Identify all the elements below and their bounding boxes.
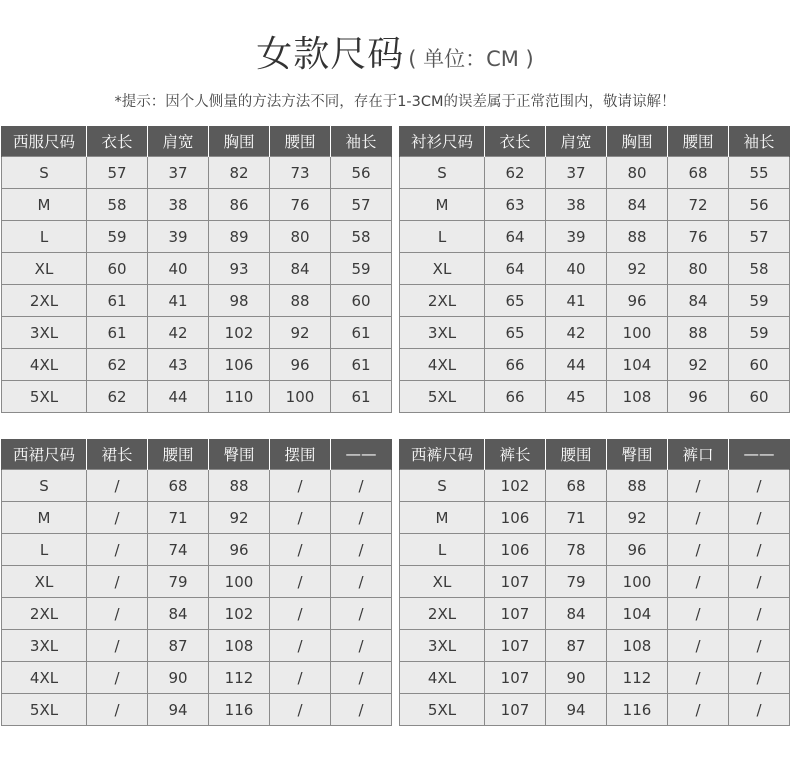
measurement-cell: 59	[87, 221, 148, 253]
measurement-cell: /	[270, 502, 331, 534]
measurement-cell: /	[331, 534, 392, 566]
table-row	[400, 534, 790, 566]
measurement-cell: 90	[148, 662, 209, 694]
measurement-cell: 92	[607, 502, 668, 534]
measurement-cell: 63	[485, 189, 546, 221]
measurement-cell: 45	[546, 381, 607, 413]
measurement-cell: 40	[546, 253, 607, 285]
measurement-cell: 92	[668, 349, 729, 381]
table-row	[400, 502, 790, 534]
measurement-cell: 79	[546, 566, 607, 598]
measurement-cell: 112	[607, 662, 668, 694]
measurement-cell: 65	[485, 285, 546, 317]
measurement-cell: 60	[87, 253, 148, 285]
measurement-cell: 96	[209, 534, 270, 566]
measurement-cell: 96	[607, 534, 668, 566]
measurement-cell: 93	[209, 253, 270, 285]
measurement-cell: 38	[546, 189, 607, 221]
measurement-cell: 107	[485, 566, 546, 598]
measurement-cell: 107	[485, 694, 546, 726]
table-row	[400, 157, 790, 189]
measurement-cell: 107	[485, 598, 546, 630]
measurement-cell: 58	[729, 253, 790, 285]
size-cell: 2XL	[2, 285, 87, 317]
size-cell: 2XL	[400, 598, 485, 630]
size-cell: S	[2, 470, 87, 502]
measurement-cell: 79	[148, 566, 209, 598]
measurement-cell: 86	[209, 189, 270, 221]
measurement-cell: 116	[607, 694, 668, 726]
size-cell: 5XL	[400, 381, 485, 413]
measurement-cell: 84	[148, 598, 209, 630]
size-cell: 3XL	[400, 630, 485, 662]
measurement-cell: 87	[546, 630, 607, 662]
measurement-column-header: 衣长	[485, 126, 546, 157]
measurement-cell: /	[729, 534, 790, 566]
table-row	[400, 694, 790, 726]
size-cell: XL	[400, 566, 485, 598]
measurement-cell: /	[331, 630, 392, 662]
measurement-cell: 92	[209, 502, 270, 534]
measurement-cell: 80	[668, 253, 729, 285]
measurement-cell: 84	[270, 253, 331, 285]
measurement-cell: 62	[485, 157, 546, 189]
measurement-cell: 68	[546, 470, 607, 502]
measurement-column-header: 腰围	[148, 439, 209, 470]
table-row	[2, 349, 392, 381]
table-row	[400, 662, 790, 694]
measurement-cell: 100	[209, 566, 270, 598]
measurement-column-header: 腰围	[668, 126, 729, 157]
table-row	[400, 221, 790, 253]
measurement-column-header: 臀围	[209, 439, 270, 470]
table-row	[2, 157, 392, 189]
measurement-cell: /	[331, 694, 392, 726]
table-row	[400, 253, 790, 285]
measurement-cell: /	[668, 534, 729, 566]
measurement-cell: 102	[209, 598, 270, 630]
measurement-cell: 88	[607, 221, 668, 253]
page-title	[0, 26, 790, 77]
measurement-cell: 62	[87, 381, 148, 413]
table-row	[2, 534, 392, 566]
measurement-column-header: 袖长	[729, 126, 790, 157]
size-cell: 5XL	[2, 694, 87, 726]
measurement-cell: 71	[546, 502, 607, 534]
measurement-cell: /	[270, 470, 331, 502]
measurement-cell: 108	[607, 381, 668, 413]
measurement-cell: 40	[148, 253, 209, 285]
measurement-cell: /	[270, 534, 331, 566]
table-row	[400, 189, 790, 221]
measurement-cell: 108	[607, 630, 668, 662]
measurement-cell: 80	[270, 221, 331, 253]
measurement-cell: 39	[148, 221, 209, 253]
measurement-cell: 90	[546, 662, 607, 694]
measurement-cell: 92	[607, 253, 668, 285]
size-column-header: 西裤尺码	[400, 439, 485, 470]
measurement-cell: 96	[668, 381, 729, 413]
measurement-cell: 102	[209, 317, 270, 349]
measurement-cell: 61	[331, 381, 392, 413]
measurement-cell: /	[331, 662, 392, 694]
measurement-cell: 106	[485, 502, 546, 534]
measurement-column-header: ——	[331, 439, 392, 470]
measurement-column-header: 腰围	[546, 439, 607, 470]
measurement-cell: 76	[270, 189, 331, 221]
measurement-cell: 100	[607, 566, 668, 598]
measurement-cell: 78	[546, 534, 607, 566]
measurement-cell: 41	[148, 285, 209, 317]
measurement-cell: 43	[148, 349, 209, 381]
table-row	[2, 253, 392, 285]
measurement-cell: /	[87, 694, 148, 726]
measurement-cell: 66	[485, 349, 546, 381]
table-row	[400, 285, 790, 317]
measurement-column-header: 胸围	[607, 126, 668, 157]
size-column-header: 西裙尺码	[2, 439, 87, 470]
size-cell: 4XL	[2, 349, 87, 381]
size-cell: S	[400, 157, 485, 189]
shirt-size-table	[399, 126, 790, 413]
measurement-cell: 89	[209, 221, 270, 253]
measurement-cell: 42	[148, 317, 209, 349]
size-cell: L	[2, 534, 87, 566]
measurement-cell: 57	[87, 157, 148, 189]
measurement-cell: 84	[607, 189, 668, 221]
measurement-cell: /	[270, 598, 331, 630]
measurement-cell: 112	[209, 662, 270, 694]
measurement-column-header: 袖长	[331, 126, 392, 157]
measurement-cell: 102	[485, 470, 546, 502]
table-header-row	[400, 439, 790, 470]
measurement-cell: /	[87, 566, 148, 598]
table-row	[400, 349, 790, 381]
measurement-notice: *提示：因个人侧量的方法方法不同，存在于1-3CM的误差属于正常范围内，敬请谅解！	[114, 94, 676, 110]
size-cell: S	[2, 157, 87, 189]
measurement-cell: /	[668, 598, 729, 630]
table-row	[400, 598, 790, 630]
size-cell: 5XL	[2, 381, 87, 413]
table-row	[2, 502, 392, 534]
measurement-cell: /	[331, 470, 392, 502]
measurement-cell: 57	[729, 221, 790, 253]
measurement-cell: 38	[148, 189, 209, 221]
size-cell: L	[400, 221, 485, 253]
measurement-cell: 39	[546, 221, 607, 253]
measurement-cell: 73	[270, 157, 331, 189]
title-text: 女款尺码	[256, 34, 405, 75]
measurement-cell: 104	[607, 349, 668, 381]
measurement-cell: 106	[485, 534, 546, 566]
measurement-cell: 55	[729, 157, 790, 189]
measurement-cell: 37	[148, 157, 209, 189]
measurement-cell: /	[331, 598, 392, 630]
measurement-cell: /	[270, 566, 331, 598]
measurement-column-header: 腰围	[270, 126, 331, 157]
measurement-cell: 59	[729, 285, 790, 317]
size-cell: 4XL	[400, 662, 485, 694]
measurement-column-header: 肩宽	[546, 126, 607, 157]
measurement-cell: 65	[485, 317, 546, 349]
measurement-cell: 88	[209, 470, 270, 502]
measurement-cell: /	[668, 566, 729, 598]
measurement-column-header: 裙长	[87, 439, 148, 470]
table-row	[2, 694, 392, 726]
measurement-column-header: 摆围	[270, 439, 331, 470]
measurement-cell: /	[668, 630, 729, 662]
measurement-cell: 66	[485, 381, 546, 413]
measurement-cell: 68	[148, 470, 209, 502]
table-row	[400, 630, 790, 662]
table-row	[400, 381, 790, 413]
measurement-cell: /	[729, 662, 790, 694]
measurement-cell: 61	[331, 349, 392, 381]
measurement-cell: /	[87, 630, 148, 662]
measurement-cell: 80	[607, 157, 668, 189]
size-cell: 4XL	[400, 349, 485, 381]
measurement-cell: 56	[729, 189, 790, 221]
measurement-cell: /	[87, 598, 148, 630]
table-row	[2, 221, 392, 253]
measurement-column-header: 衣长	[87, 126, 148, 157]
measurement-cell: 100	[270, 381, 331, 413]
measurement-column-header: 肩宽	[148, 126, 209, 157]
measurement-cell: 37	[546, 157, 607, 189]
table-row	[2, 470, 392, 502]
table-header-row	[2, 439, 392, 470]
size-column-header: 衬衫尺码	[400, 126, 485, 157]
measurement-cell: 62	[87, 349, 148, 381]
measurement-cell: 61	[87, 317, 148, 349]
skirt-size-table	[1, 439, 392, 726]
table-row	[2, 381, 392, 413]
size-cell: S	[400, 470, 485, 502]
size-cell: 2XL	[2, 598, 87, 630]
measurement-cell: 44	[546, 349, 607, 381]
measurement-column-header: 裤口	[668, 439, 729, 470]
measurement-cell: 71	[148, 502, 209, 534]
measurement-cell: 96	[270, 349, 331, 381]
size-cell: 2XL	[400, 285, 485, 317]
measurement-cell: 106	[209, 349, 270, 381]
measurement-cell: /	[729, 566, 790, 598]
measurement-cell: /	[668, 470, 729, 502]
measurement-cell: 94	[546, 694, 607, 726]
size-cell: 5XL	[400, 694, 485, 726]
table-row	[2, 566, 392, 598]
measurement-cell: 76	[668, 221, 729, 253]
table-header-row	[400, 126, 790, 157]
measurement-cell: 58	[331, 221, 392, 253]
measurement-cell: 68	[668, 157, 729, 189]
measurement-cell: /	[270, 662, 331, 694]
measurement-cell: 84	[546, 598, 607, 630]
measurement-cell: 61	[331, 317, 392, 349]
measurement-cell: /	[668, 662, 729, 694]
blazer-size-table	[1, 126, 392, 413]
measurement-column-header: ——	[729, 439, 790, 470]
measurement-cell: 96	[607, 285, 668, 317]
size-cell: 3XL	[400, 317, 485, 349]
size-cell: M	[2, 189, 87, 221]
measurement-cell: /	[87, 662, 148, 694]
measurement-cell: /	[729, 630, 790, 662]
measurement-cell: /	[668, 502, 729, 534]
table-row	[2, 189, 392, 221]
measurement-column-header: 臀围	[607, 439, 668, 470]
measurement-cell: 98	[209, 285, 270, 317]
measurement-cell: /	[729, 470, 790, 502]
measurement-cell: 57	[331, 189, 392, 221]
table-row	[2, 662, 392, 694]
measurement-cell: 59	[331, 253, 392, 285]
measurement-cell: /	[87, 470, 148, 502]
measurement-cell: /	[729, 598, 790, 630]
table-row	[2, 598, 392, 630]
measurement-cell: 94	[148, 694, 209, 726]
table-row	[2, 317, 392, 349]
measurement-cell: 116	[209, 694, 270, 726]
measurement-cell: 42	[546, 317, 607, 349]
table-row	[400, 317, 790, 349]
measurement-cell: /	[331, 502, 392, 534]
measurement-cell: 72	[668, 189, 729, 221]
measurement-cell: 60	[729, 381, 790, 413]
measurement-cell: 87	[148, 630, 209, 662]
size-cell: M	[400, 502, 485, 534]
size-column-header: 西服尺码	[2, 126, 87, 157]
measurement-cell: 58	[87, 189, 148, 221]
measurement-cell: 61	[87, 285, 148, 317]
measurement-cell: 88	[668, 317, 729, 349]
measurement-cell: /	[270, 694, 331, 726]
measurement-cell: 44	[148, 381, 209, 413]
measurement-cell: 92	[270, 317, 331, 349]
table-row	[400, 470, 790, 502]
measurement-cell: /	[87, 534, 148, 566]
measurement-cell: /	[668, 694, 729, 726]
measurement-cell: 88	[270, 285, 331, 317]
size-cell: L	[2, 221, 87, 253]
size-cell: L	[400, 534, 485, 566]
measurement-cell: 60	[729, 349, 790, 381]
measurement-cell: 84	[668, 285, 729, 317]
measurement-cell: 41	[546, 285, 607, 317]
size-cell: 3XL	[2, 630, 87, 662]
size-cell: 4XL	[2, 662, 87, 694]
size-cell: M	[2, 502, 87, 534]
measurement-column-header: 胸围	[209, 126, 270, 157]
measurement-cell: 60	[331, 285, 392, 317]
size-cell: 3XL	[2, 317, 87, 349]
table-row	[400, 566, 790, 598]
measurement-cell: 104	[607, 598, 668, 630]
measurement-cell: 82	[209, 157, 270, 189]
measurement-cell: /	[87, 502, 148, 534]
measurement-cell: 64	[485, 221, 546, 253]
measurement-cell: 108	[209, 630, 270, 662]
table-row	[2, 630, 392, 662]
measurement-cell: 107	[485, 630, 546, 662]
table-row	[2, 285, 392, 317]
table-header-row	[2, 126, 392, 157]
size-cell: XL	[2, 253, 87, 285]
measurement-cell: 88	[607, 470, 668, 502]
measurement-cell: 110	[209, 381, 270, 413]
measurement-cell: /	[331, 566, 392, 598]
size-cell: XL	[400, 253, 485, 285]
measurement-cell: 64	[485, 253, 546, 285]
size-cell: XL	[2, 566, 87, 598]
measurement-cell: 74	[148, 534, 209, 566]
pants-size-table	[399, 439, 790, 726]
measurement-cell: /	[729, 502, 790, 534]
measurement-cell: /	[270, 630, 331, 662]
measurement-cell: 56	[331, 157, 392, 189]
size-cell: M	[400, 189, 485, 221]
measurement-column-header: 裤长	[485, 439, 546, 470]
measurement-cell: /	[729, 694, 790, 726]
unit-label: ( 单位：CM )	[408, 47, 534, 71]
measurement-cell: 59	[729, 317, 790, 349]
measurement-cell: 107	[485, 662, 546, 694]
measurement-cell: 100	[607, 317, 668, 349]
